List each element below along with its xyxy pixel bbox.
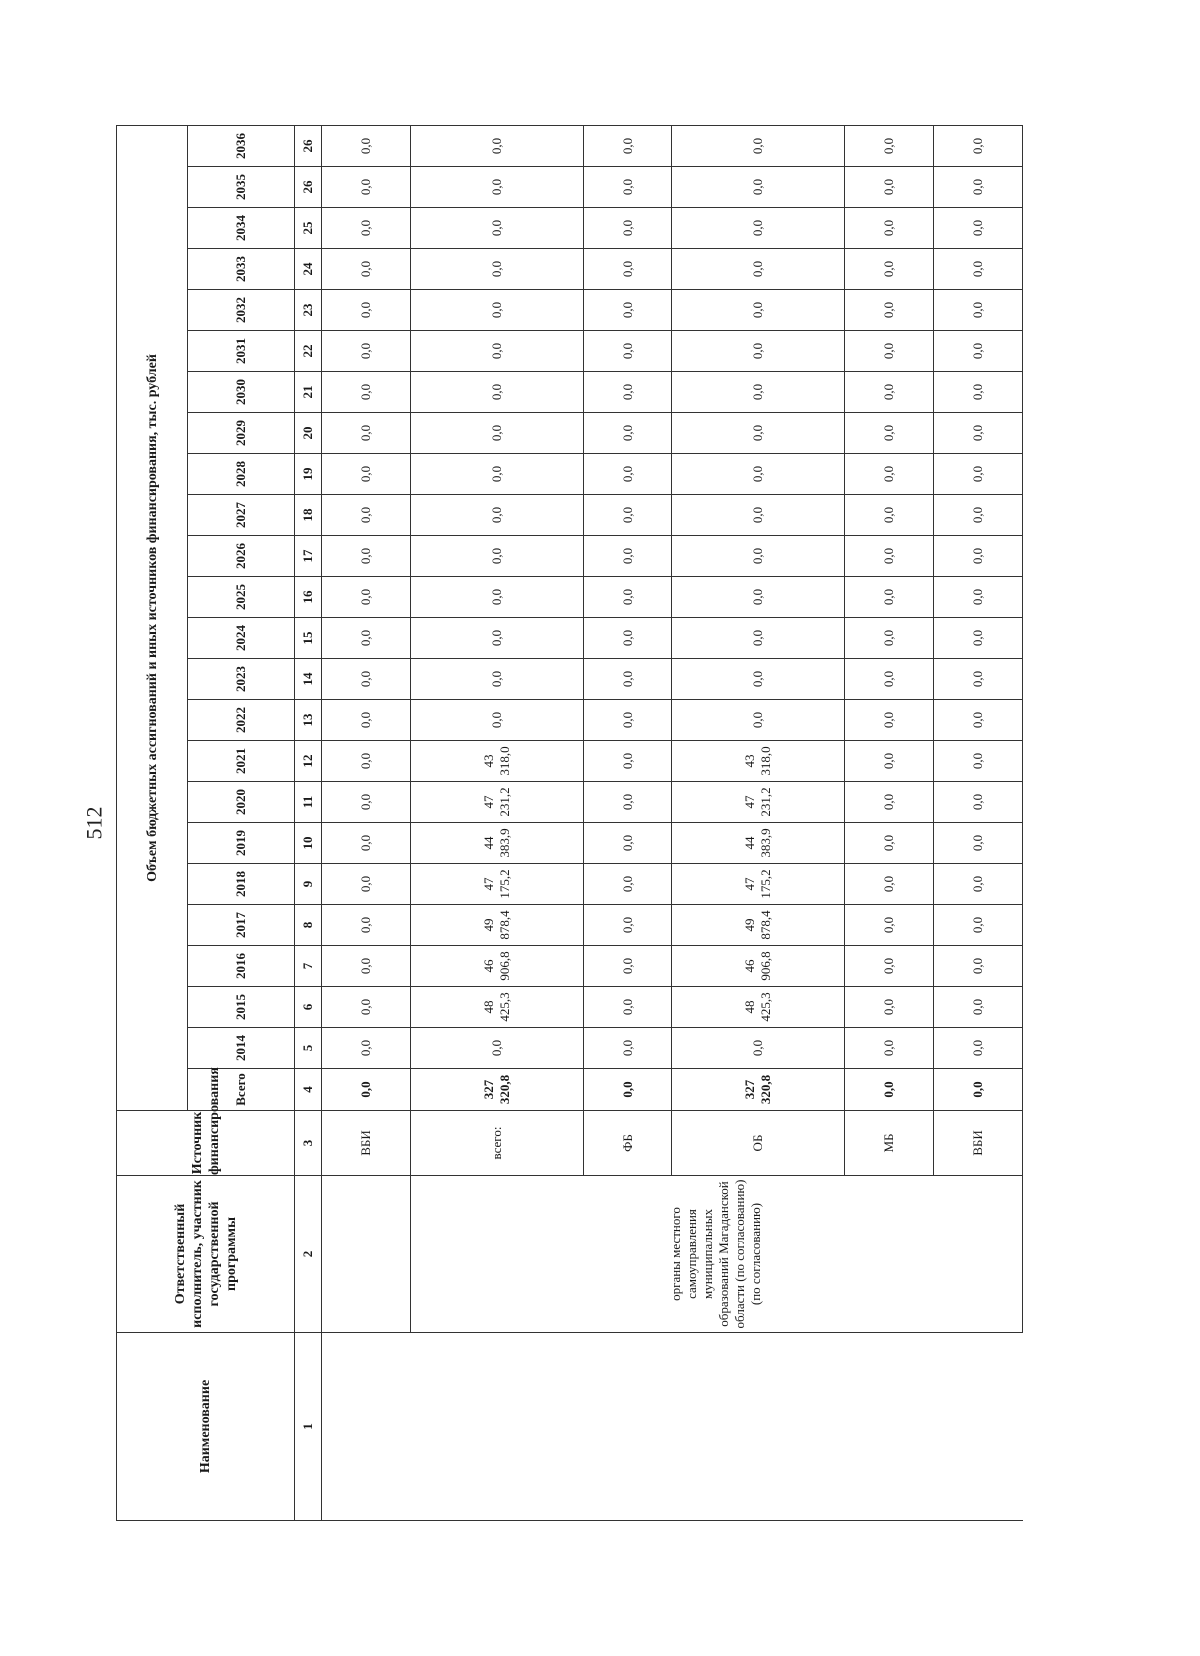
value-cell: 0,0: [410, 454, 583, 495]
total-cell: 0,0: [583, 1069, 672, 1111]
value-cell: 0,0: [672, 290, 845, 331]
column-number: 21: [295, 372, 322, 413]
value-cell: 0,0: [672, 331, 845, 372]
value-cell: 0,0: [583, 823, 672, 864]
value-cell: 0,0: [322, 741, 411, 782]
value-cell: 0,0: [672, 372, 845, 413]
value-cell: 0,0: [845, 823, 934, 864]
value-cell: 0,0: [934, 495, 1023, 536]
value-cell: 0,0: [583, 290, 672, 331]
header-year: 2033: [188, 249, 295, 290]
column-number: 1: [295, 1333, 322, 1521]
value-cell: 43 318,0: [672, 741, 845, 782]
header-year: 2022: [188, 700, 295, 741]
column-number: 20: [295, 413, 322, 454]
value-cell: 0,0: [583, 577, 672, 618]
value-cell: 0,0: [322, 331, 411, 372]
value-cell: 47 175,2: [410, 864, 583, 905]
total-cell: 0,0: [322, 1069, 411, 1111]
value-cell: 0,0: [672, 125, 845, 166]
value-cell: 47 231,2: [410, 782, 583, 823]
header-year: 2035: [188, 167, 295, 208]
responsible-executor-cell: органы местного самоуправления муниципальных образований Магаданской области (по согласованию) (по согласованию): [410, 1176, 1022, 1333]
value-cell: 0,0: [410, 659, 583, 700]
value-cell: 0,0: [583, 167, 672, 208]
value-cell: 0,0: [845, 782, 934, 823]
column-number: 10: [295, 823, 322, 864]
value-cell: 0,0: [845, 1028, 934, 1069]
value-cell: 0,0: [322, 495, 411, 536]
value-cell: 0,0: [583, 454, 672, 495]
value-cell: 46 906,8: [672, 946, 845, 987]
value-cell: 0,0: [672, 167, 845, 208]
value-cell: 0,0: [322, 700, 411, 741]
header-year: 2030: [188, 372, 295, 413]
value-cell: 0,0: [583, 864, 672, 905]
value-cell: 47 175,2: [672, 864, 845, 905]
value-cell: 0,0: [934, 987, 1023, 1028]
header-year: 2014: [188, 1028, 295, 1069]
value-cell: 0,0: [322, 905, 411, 946]
value-cell: 0,0: [672, 659, 845, 700]
column-number: 22: [295, 331, 322, 372]
column-number: 19: [295, 454, 322, 495]
value-cell: 0,0: [845, 741, 934, 782]
value-cell: 0,0: [583, 659, 672, 700]
value-cell: 0,0: [845, 208, 934, 249]
header-year: 2028: [188, 454, 295, 495]
value-cell: 43 318,0: [410, 741, 583, 782]
value-cell: 0,0: [934, 167, 1023, 208]
value-cell: 0,0: [583, 700, 672, 741]
header-year: 2025: [188, 577, 295, 618]
name-cell: [322, 1333, 1023, 1521]
header-year: 2036: [188, 125, 295, 166]
value-cell: 0,0: [845, 413, 934, 454]
value-cell: 0,0: [583, 987, 672, 1028]
value-cell: 0,0: [322, 618, 411, 659]
value-cell: 0,0: [322, 1028, 411, 1069]
value-cell: 0,0: [845, 125, 934, 166]
total-cell: 327 320,8: [410, 1069, 583, 1111]
header-volume: Объем бюджетных ассигнований и иных источников финансирования, тыс. рублей: [117, 125, 188, 1110]
header-year: 2027: [188, 495, 295, 536]
value-cell: 0,0: [410, 577, 583, 618]
value-cell: 0,0: [322, 125, 411, 166]
value-cell: 0,0: [322, 987, 411, 1028]
column-number: 14: [295, 659, 322, 700]
value-cell: 0,0: [322, 823, 411, 864]
value-cell: 0,0: [934, 659, 1023, 700]
value-cell: 0,0: [845, 290, 934, 331]
value-cell: 0,0: [845, 577, 934, 618]
value-cell: 0,0: [845, 946, 934, 987]
value-cell: 0,0: [672, 1028, 845, 1069]
rotated-table-wrapper: [116, 129, 1023, 1521]
value-cell: 0,0: [410, 208, 583, 249]
value-cell: 0,0: [583, 782, 672, 823]
value-cell: 0,0: [410, 1028, 583, 1069]
value-cell: 0,0: [934, 454, 1023, 495]
value-cell: 0,0: [672, 495, 845, 536]
column-number: 15: [295, 618, 322, 659]
header-source: Источник финансирования: [117, 1111, 295, 1176]
value-cell: 0,0: [410, 372, 583, 413]
value-cell: 0,0: [322, 577, 411, 618]
column-number: 13: [295, 700, 322, 741]
value-cell: 0,0: [583, 905, 672, 946]
value-cell: 0,0: [672, 536, 845, 577]
value-cell: 0,0: [934, 946, 1023, 987]
value-cell: 0,0: [934, 823, 1023, 864]
value-cell: 0,0: [672, 413, 845, 454]
header-year: 2034: [188, 208, 295, 249]
header-year: 2023: [188, 659, 295, 700]
value-cell: 0,0: [845, 618, 934, 659]
column-number: 8: [295, 905, 322, 946]
value-cell: 0,0: [845, 987, 934, 1028]
value-cell: 0,0: [845, 331, 934, 372]
value-cell: 0,0: [934, 413, 1023, 454]
value-cell: 0,0: [322, 659, 411, 700]
value-cell: 0,0: [322, 782, 411, 823]
value-cell: 0,0: [410, 167, 583, 208]
value-cell: 0,0: [845, 495, 934, 536]
value-cell: 0,0: [322, 167, 411, 208]
header-year: 2019: [188, 823, 295, 864]
value-cell: 0,0: [583, 618, 672, 659]
value-cell: 0,0: [322, 864, 411, 905]
column-number: 3: [295, 1111, 322, 1176]
column-number: 25: [295, 208, 322, 249]
value-cell: 0,0: [583, 946, 672, 987]
column-number: 2: [295, 1176, 322, 1333]
value-cell: 0,0: [934, 1028, 1023, 1069]
value-cell: 0,0: [322, 290, 411, 331]
value-cell: 44 383,9: [672, 823, 845, 864]
value-cell: 0,0: [845, 167, 934, 208]
value-cell: 0,0: [845, 905, 934, 946]
value-cell: 0,0: [934, 864, 1023, 905]
value-cell: 0,0: [410, 249, 583, 290]
value-cell: 0,0: [322, 413, 411, 454]
value-cell: 0,0: [322, 946, 411, 987]
source-cell: всего:: [410, 1111, 583, 1176]
value-cell: 46 906,8: [410, 946, 583, 987]
value-cell: 0,0: [934, 905, 1023, 946]
column-number: 12: [295, 741, 322, 782]
value-cell: 49 878,4: [410, 905, 583, 946]
value-cell: 0,0: [672, 249, 845, 290]
value-cell: 0,0: [934, 741, 1023, 782]
total-cell: 327 320,8: [672, 1069, 845, 1111]
value-cell: 0,0: [672, 700, 845, 741]
header-responsible: Ответственный исполнитель, участник государственной программы: [117, 1176, 295, 1333]
header-year: 2021: [188, 741, 295, 782]
value-cell: 0,0: [934, 618, 1023, 659]
value-cell: 0,0: [410, 700, 583, 741]
header-year: 2032: [188, 290, 295, 331]
value-cell: 0,0: [410, 618, 583, 659]
value-cell: 0,0: [934, 782, 1023, 823]
table-row: [322, 125, 411, 1520]
value-cell: 0,0: [583, 536, 672, 577]
value-cell: 0,0: [410, 125, 583, 166]
column-number: 23: [295, 290, 322, 331]
header-year: 2015: [188, 987, 295, 1028]
value-cell: 0,0: [322, 249, 411, 290]
header-total: Всего: [188, 1069, 295, 1111]
responsible-cell-empty: [322, 1176, 411, 1333]
header-year: 2018: [188, 864, 295, 905]
column-number: 18: [295, 495, 322, 536]
value-cell: 0,0: [410, 290, 583, 331]
total-cell: 0,0: [934, 1069, 1023, 1111]
column-number: 7: [295, 946, 322, 987]
header-year: 2017: [188, 905, 295, 946]
value-cell: 0,0: [934, 372, 1023, 413]
table-row: [410, 125, 583, 1520]
financing-table: [116, 125, 1023, 1521]
value-cell: 0,0: [322, 536, 411, 577]
value-cell: 0,0: [322, 208, 411, 249]
column-number: 26: [295, 125, 322, 166]
value-cell: 0,0: [845, 249, 934, 290]
header-year: 2026: [188, 536, 295, 577]
value-cell: 0,0: [934, 577, 1023, 618]
value-cell: 0,0: [583, 372, 672, 413]
value-cell: 0,0: [672, 454, 845, 495]
value-cell: 0,0: [322, 372, 411, 413]
value-cell: 0,0: [583, 208, 672, 249]
value-cell: 0,0: [845, 700, 934, 741]
value-cell: 0,0: [934, 290, 1023, 331]
header-year: 2024: [188, 618, 295, 659]
header-name: Наименование: [117, 1333, 295, 1521]
value-cell: 0,0: [583, 331, 672, 372]
table-body: [322, 125, 1023, 1520]
value-cell: 0,0: [672, 208, 845, 249]
value-cell: 0,0: [934, 331, 1023, 372]
value-cell: 0,0: [672, 618, 845, 659]
value-cell: 0,0: [672, 577, 845, 618]
header-row-1: [117, 125, 188, 1520]
column-number: 17: [295, 536, 322, 577]
value-cell: 0,0: [410, 495, 583, 536]
column-numbers-row: [295, 125, 322, 1520]
value-cell: 0,0: [934, 249, 1023, 290]
column-number: 5: [295, 1028, 322, 1069]
value-cell: 0,0: [410, 331, 583, 372]
header-year: 2020: [188, 782, 295, 823]
column-number: 6: [295, 987, 322, 1028]
value-cell: 0,0: [845, 659, 934, 700]
value-cell: 0,0: [583, 413, 672, 454]
page-number: 512: [81, 806, 107, 840]
source-cell: ФБ: [583, 1111, 672, 1176]
value-cell: 48 425,3: [410, 987, 583, 1028]
value-cell: 0,0: [322, 454, 411, 495]
value-cell: 0,0: [845, 864, 934, 905]
value-cell: 0,0: [583, 1028, 672, 1069]
column-number: 16: [295, 577, 322, 618]
column-number: 11: [295, 782, 322, 823]
value-cell: 0,0: [410, 413, 583, 454]
value-cell: 44 383,9: [410, 823, 583, 864]
value-cell: 49 878,4: [672, 905, 845, 946]
value-cell: 0,0: [934, 700, 1023, 741]
total-cell: 0,0: [845, 1069, 934, 1111]
column-number: 4: [295, 1069, 322, 1111]
value-cell: 0,0: [583, 741, 672, 782]
value-cell: 0,0: [583, 495, 672, 536]
value-cell: 47 231,2: [672, 782, 845, 823]
value-cell: 0,0: [410, 536, 583, 577]
header-year: 2031: [188, 331, 295, 372]
column-number: 24: [295, 249, 322, 290]
value-cell: 0,0: [845, 536, 934, 577]
value-cell: 0,0: [583, 249, 672, 290]
header-year: 2016: [188, 946, 295, 987]
value-cell: 0,0: [845, 454, 934, 495]
value-cell: 0,0: [934, 536, 1023, 577]
source-cell: МБ: [845, 1111, 934, 1176]
header-year: 2029: [188, 413, 295, 454]
column-number: 26: [295, 167, 322, 208]
value-cell: 0,0: [845, 372, 934, 413]
column-number: 9: [295, 864, 322, 905]
value-cell: 0,0: [934, 125, 1023, 166]
source-cell: ВБИ: [322, 1111, 411, 1176]
source-cell: ВБИ: [934, 1111, 1023, 1176]
source-cell: ОБ: [672, 1111, 845, 1176]
value-cell: 0,0: [934, 208, 1023, 249]
value-cell: 48 425,3: [672, 987, 845, 1028]
value-cell: 0,0: [583, 125, 672, 166]
